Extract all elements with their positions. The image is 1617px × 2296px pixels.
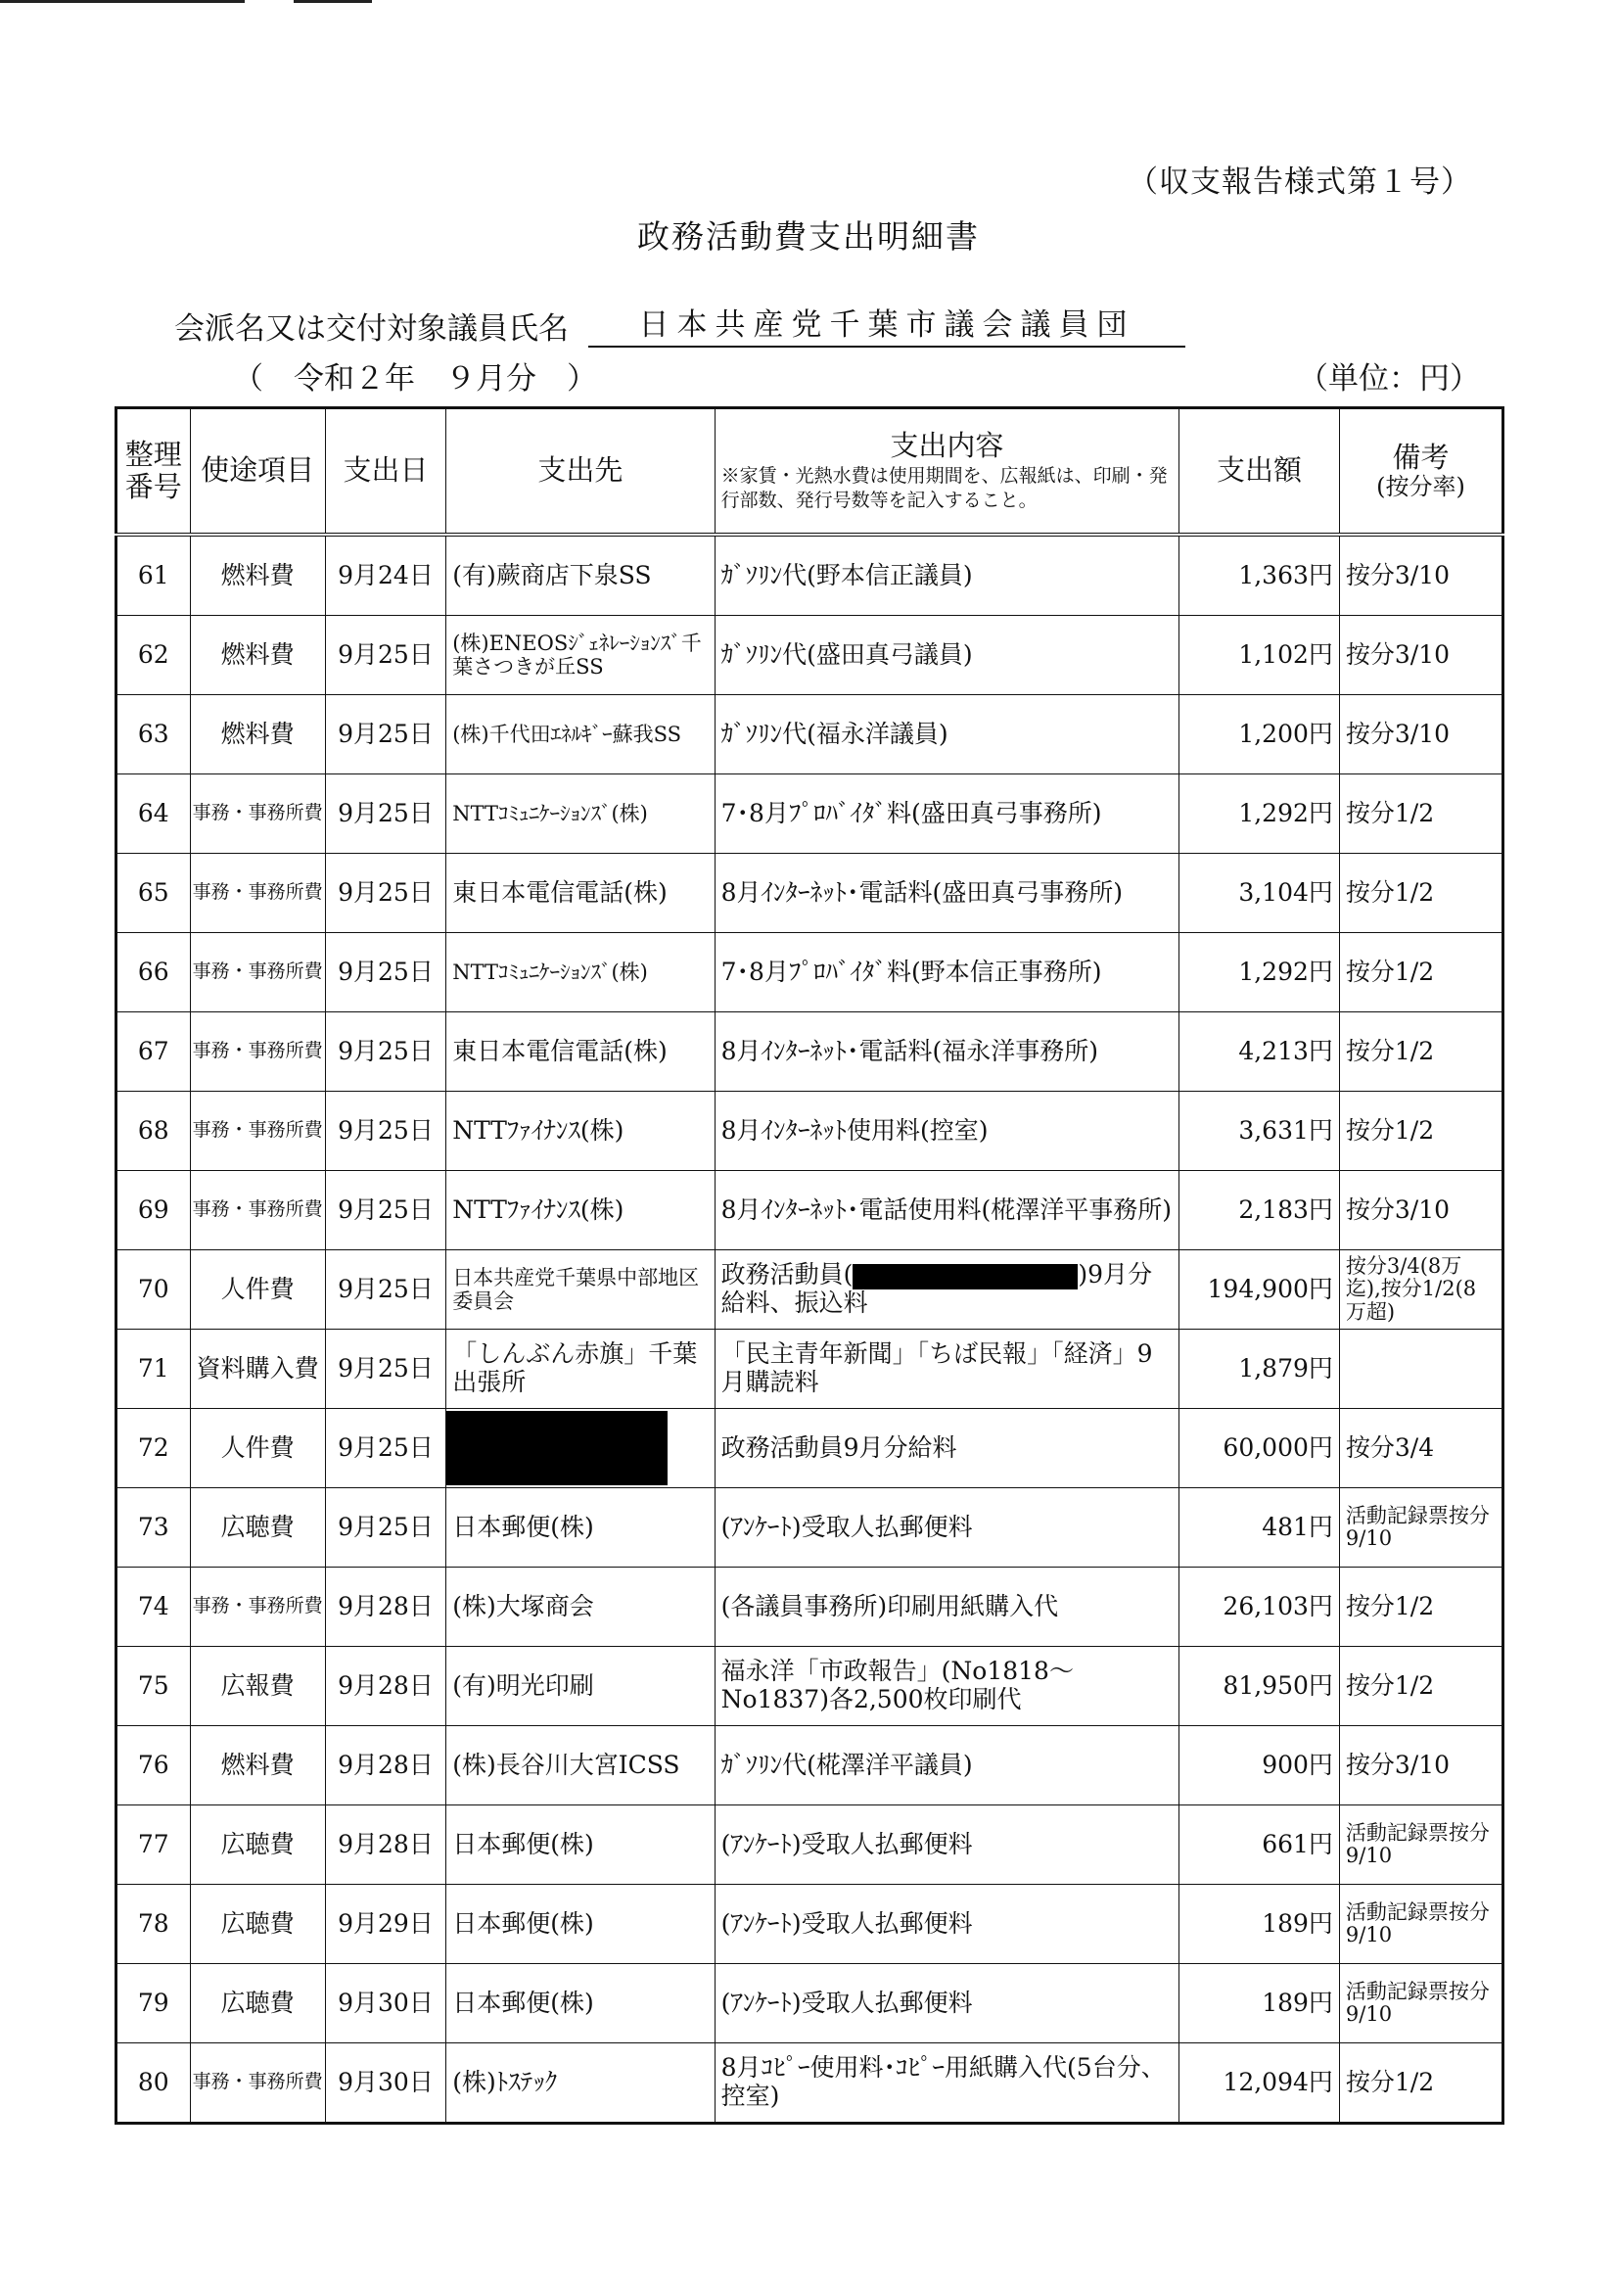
row-description: 8月ｺﾋﾟｰ使用料･ｺﾋﾟｰ用紙購入代(5台分、控室) <box>715 2043 1178 2124</box>
row-date: 9月28日 <box>325 1805 445 1885</box>
row-use-category: 燃料費 <box>190 616 325 695</box>
table-row <box>116 1092 1503 1171</box>
row-use-category: 広報費 <box>190 1647 325 1726</box>
row-date: 9月29日 <box>325 1885 445 1964</box>
row-note: 活動記録票按分9/10 <box>1339 1885 1502 1964</box>
row-description: (各議員事務所)印刷用紙購入代 <box>715 1568 1178 1647</box>
row-payee: 日本郵便(株) <box>446 1964 715 2043</box>
header-use: 使途項目 <box>190 408 325 536</box>
table-row <box>116 1568 1503 1647</box>
row-payee: (有)蕨商店下泉SS <box>446 535 715 616</box>
row-use-category: 事務・事務所費 <box>190 933 325 1012</box>
table-row <box>116 1726 1503 1805</box>
group-label: 会派名又は交付対象議員氏名 <box>174 311 569 347</box>
row-note: 按分3/10 <box>1339 616 1502 695</box>
row-use-category: 燃料費 <box>190 1726 325 1805</box>
row-amount: 1,200円 <box>1179 695 1340 774</box>
row-description: ｶﾞｿﾘﾝ代(福永洋議員) <box>715 695 1178 774</box>
row-use-category: 広聴費 <box>190 1964 325 2043</box>
expense-table <box>115 406 1504 2125</box>
row-amount: 1,292円 <box>1179 774 1340 854</box>
row-description: 8月ｲﾝﾀｰﾈｯﾄ･電話料(盛田真弓事務所) <box>715 854 1178 933</box>
row-payee: (株)ﾄｽﾃｯｸ <box>446 2043 715 2124</box>
row-use-category: 燃料費 <box>190 695 325 774</box>
row-number: 67 <box>116 1012 191 1092</box>
row-date: 9月28日 <box>325 1647 445 1726</box>
row-description: 「民主青年新聞」「ちば民報」「経済」9月購読料 <box>715 1330 1178 1409</box>
row-payee: 日本郵便(株) <box>446 1805 715 1885</box>
table-row <box>116 1330 1503 1409</box>
row-amount: 3,104円 <box>1179 854 1340 933</box>
row-description <box>715 1250 1178 1330</box>
row-amount: 1,292円 <box>1179 933 1340 1012</box>
table-row <box>116 774 1503 854</box>
row-note: 按分1/2 <box>1339 1092 1502 1171</box>
row-number: 62 <box>116 616 191 695</box>
row-payee: (有)明光印刷 <box>446 1647 715 1726</box>
scan-artifact-line <box>294 0 372 3</box>
row-description: ｶﾞｿﾘﾝ代(椛澤洋平議員) <box>715 1726 1178 1805</box>
table-row <box>116 616 1503 695</box>
row-number: 61 <box>116 535 191 616</box>
currency-unit: （単位：円） <box>1298 361 1480 397</box>
table-row <box>116 1805 1503 1885</box>
row-number: 73 <box>116 1488 191 1568</box>
row-note: 按分1/2 <box>1339 1568 1502 1647</box>
row-payee: 「しんぶん赤旗」千葉出張所 <box>446 1330 715 1409</box>
row-use-category: 事務・事務所費 <box>190 854 325 933</box>
group-name-row <box>174 300 1185 348</box>
row-description: 福永洋「市政報告」(No1818～No1837)各2,500枚印刷代 <box>715 1647 1178 1726</box>
header-note-title: 備考 <box>1392 440 1450 474</box>
row-number: 74 <box>116 1568 191 1647</box>
row-amount: 2,183円 <box>1179 1171 1340 1250</box>
row-use-category: 人件費 <box>190 1409 325 1488</box>
row-number: 77 <box>116 1805 191 1885</box>
table-row <box>116 535 1503 616</box>
row-description: 7･8月ﾌﾟﾛﾊﾞｲﾀﾞ料(盛田真弓事務所) <box>715 774 1178 854</box>
row-date: 9月25日 <box>325 854 445 933</box>
row-use-category: 広聴費 <box>190 1885 325 1964</box>
row-date: 9月28日 <box>325 1726 445 1805</box>
header-description <box>715 408 1178 536</box>
header-note <box>1339 408 1502 536</box>
row-note: 活動記録票按分9/10 <box>1339 1805 1502 1885</box>
row-date: 9月25日 <box>325 695 445 774</box>
row-date: 9月25日 <box>325 616 445 695</box>
row-number: 70 <box>116 1250 191 1330</box>
redaction-block <box>446 1411 668 1485</box>
row-payee: 日本郵便(株) <box>446 1885 715 1964</box>
row-use-category: 事務・事務所費 <box>190 1171 325 1250</box>
row-number: 71 <box>116 1330 191 1409</box>
row-note: 按分1/2 <box>1339 933 1502 1012</box>
row-note: 按分1/2 <box>1339 854 1502 933</box>
row-note: 按分3/10 <box>1339 695 1502 774</box>
table-row <box>116 2043 1503 2124</box>
row-date: 9月25日 <box>325 1409 445 1488</box>
row-date: 9月25日 <box>325 1171 445 1250</box>
reporting-period: （ 令和２年 ９月分 ） <box>233 361 597 397</box>
row-use-category: 燃料費 <box>190 535 325 616</box>
row-note: 按分3/10 <box>1339 535 1502 616</box>
row-use-category: 資料購入費 <box>190 1330 325 1409</box>
row-date: 9月25日 <box>325 1488 445 1568</box>
row-note <box>1339 1330 1502 1409</box>
row-note: 活動記録票按分9/10 <box>1339 1964 1502 2043</box>
document-title: 政務活動費支出明細書 <box>637 217 980 256</box>
row-number: 63 <box>116 695 191 774</box>
row-description: 8月ｲﾝﾀｰﾈｯﾄ･電話使用料(椛澤洋平事務所) <box>715 1171 1178 1250</box>
row-note: 按分3/4(8万迄),按分1/2(8万超) <box>1339 1250 1502 1330</box>
row-use-category: 広聴費 <box>190 1488 325 1568</box>
row-use-category: 事務・事務所費 <box>190 1568 325 1647</box>
scan-artifact-line <box>0 0 245 3</box>
row-amount: 1,363円 <box>1179 535 1340 616</box>
row-date: 9月24日 <box>325 535 445 616</box>
table-header-row <box>116 408 1503 536</box>
row-description: (ｱﾝｹｰﾄ)受取人払郵便料 <box>715 1885 1178 1964</box>
row-amount: 1,102円 <box>1179 616 1340 695</box>
row-description: (ｱﾝｹｰﾄ)受取人払郵便料 <box>715 1488 1178 1568</box>
group-name: 日本共産党千葉市議会議員団 <box>588 300 1185 348</box>
row-description: ｶﾞｿﾘﾝ代(盛田真弓議員) <box>715 616 1178 695</box>
header-description-title: 支出内容 <box>890 428 1004 462</box>
row-payee: 日本共産党千葉県中部地区委員会 <box>446 1250 715 1330</box>
row-date: 9月28日 <box>325 1568 445 1647</box>
table-row <box>116 933 1503 1012</box>
row-amount: 12,094円 <box>1179 2043 1340 2124</box>
row-number: 80 <box>116 2043 191 2124</box>
row-payee: (株)大塚商会 <box>446 1568 715 1647</box>
table-row <box>116 1885 1503 1964</box>
row-payee: 日本郵便(株) <box>446 1488 715 1568</box>
row-date: 9月25日 <box>325 1012 445 1092</box>
row-note: 按分3/4 <box>1339 1409 1502 1488</box>
row-payee: NTTﾌｧｲﾅﾝｽ(株) <box>446 1171 715 1250</box>
row-amount: 3,631円 <box>1179 1092 1340 1171</box>
row-amount: 4,213円 <box>1179 1012 1340 1092</box>
table-row <box>116 1488 1503 1568</box>
row-date: 9月25日 <box>325 774 445 854</box>
row-note: 按分1/2 <box>1339 774 1502 854</box>
row-number: 79 <box>116 1964 191 2043</box>
row-description: 7･8月ﾌﾟﾛﾊﾞｲﾀﾞ料(野本信正事務所) <box>715 933 1178 1012</box>
row-use-category: 事務・事務所費 <box>190 1092 325 1171</box>
header-amount: 支出額 <box>1179 408 1340 536</box>
row-use-category: 人件費 <box>190 1250 325 1330</box>
row-description: ｶﾞｿﾘﾝ代(野本信正議員) <box>715 535 1178 616</box>
header-date: 支出日 <box>325 408 445 536</box>
row-amount: 60,000円 <box>1179 1409 1340 1488</box>
row-description: (ｱﾝｹｰﾄ)受取人払郵便料 <box>715 1805 1178 1885</box>
row-date: 9月30日 <box>325 2043 445 2124</box>
row-payee: (株)長谷川大宮ICSS <box>446 1726 715 1805</box>
row-note: 按分3/10 <box>1339 1726 1502 1805</box>
row-amount: 189円 <box>1179 1885 1340 1964</box>
table-row <box>116 1647 1503 1726</box>
table-row <box>116 695 1503 774</box>
form-number: （収支報告様式第１号） <box>1128 164 1472 200</box>
row-note: 按分1/2 <box>1339 1012 1502 1092</box>
row-payee: (株)ENEOSｼﾞｪﾈﾚｰｼｮﾝｽﾞ千葉さつきが丘SS <box>446 616 715 695</box>
row-description-part1: 政務活動員( <box>720 1260 854 1289</box>
row-note: 按分1/2 <box>1339 2043 1502 2124</box>
row-amount: 481円 <box>1179 1488 1340 1568</box>
row-number: 76 <box>116 1726 191 1805</box>
redaction-block <box>853 1264 1078 1289</box>
row-description-part2: )9月分給料、振込料 <box>720 1260 1153 1317</box>
table-row <box>116 1012 1503 1092</box>
table-row <box>116 1171 1503 1250</box>
row-amount: 189円 <box>1179 1964 1340 2043</box>
row-amount: 81,950円 <box>1179 1647 1340 1726</box>
header-no: 整理番号 <box>116 408 191 536</box>
row-number: 69 <box>116 1171 191 1250</box>
row-number: 68 <box>116 1092 191 1171</box>
row-amount: 1,879円 <box>1179 1330 1340 1409</box>
row-description: (ｱﾝｹｰﾄ)受取人払郵便料 <box>715 1964 1178 2043</box>
row-date: 9月25日 <box>325 933 445 1012</box>
row-description: 政務活動員9月分給料 <box>715 1409 1178 1488</box>
row-payee: (株)千代田ｴﾈﾙｷﾞｰ蘇我SS <box>446 695 715 774</box>
row-number: 72 <box>116 1409 191 1488</box>
table-row <box>116 1964 1503 2043</box>
header-note-sub: (按分率) <box>1376 472 1465 500</box>
row-amount: 194,900円 <box>1179 1250 1340 1330</box>
row-date: 9月30日 <box>325 1964 445 2043</box>
row-payee: 東日本電信電話(株) <box>446 1012 715 1092</box>
row-number: 65 <box>116 854 191 933</box>
row-use-category: 事務・事務所費 <box>190 774 325 854</box>
table-row <box>116 854 1503 933</box>
row-use-category: 事務・事務所費 <box>190 1012 325 1092</box>
row-date: 9月25日 <box>325 1092 445 1171</box>
header-payee: 支出先 <box>446 408 715 536</box>
row-number: 64 <box>116 774 191 854</box>
table-row <box>116 1409 1503 1488</box>
row-number: 78 <box>116 1885 191 1964</box>
row-use-category: 事務・事務所費 <box>190 2043 325 2124</box>
row-note: 活動記録票按分9/10 <box>1339 1488 1502 1568</box>
row-description: 8月ｲﾝﾀｰﾈｯﾄ使用料(控室) <box>715 1092 1178 1171</box>
row-amount: 900円 <box>1179 1726 1340 1805</box>
row-date: 9月25日 <box>325 1250 445 1330</box>
header-description-note: ※家賃・光熱水費は使用期間を、広報紙は、印刷・発行部数、発行号数等を記入すること。 <box>720 464 1168 511</box>
row-number: 75 <box>116 1647 191 1726</box>
row-payee: 東日本電信電話(株) <box>446 854 715 933</box>
row-number: 66 <box>116 933 191 1012</box>
row-use-category: 広聴費 <box>190 1805 325 1885</box>
row-amount: 26,103円 <box>1179 1568 1340 1647</box>
row-note: 按分1/2 <box>1339 1647 1502 1726</box>
row-payee: NTTｺﾐｭﾆｹｰｼｮﾝｽﾞ(株) <box>446 933 715 1012</box>
row-description: 8月ｲﾝﾀｰﾈｯﾄ･電話料(福永洋事務所) <box>715 1012 1178 1092</box>
row-payee: NTTｺﾐｭﾆｹｰｼｮﾝｽﾞ(株) <box>446 774 715 854</box>
row-payee: NTTﾌｧｲﾅﾝｽ(株) <box>446 1092 715 1171</box>
row-amount: 661円 <box>1179 1805 1340 1885</box>
table-row <box>116 1250 1503 1330</box>
table-body <box>116 535 1503 2124</box>
row-note: 按分3/10 <box>1339 1171 1502 1250</box>
row-payee <box>446 1409 715 1488</box>
row-date: 9月25日 <box>325 1330 445 1409</box>
